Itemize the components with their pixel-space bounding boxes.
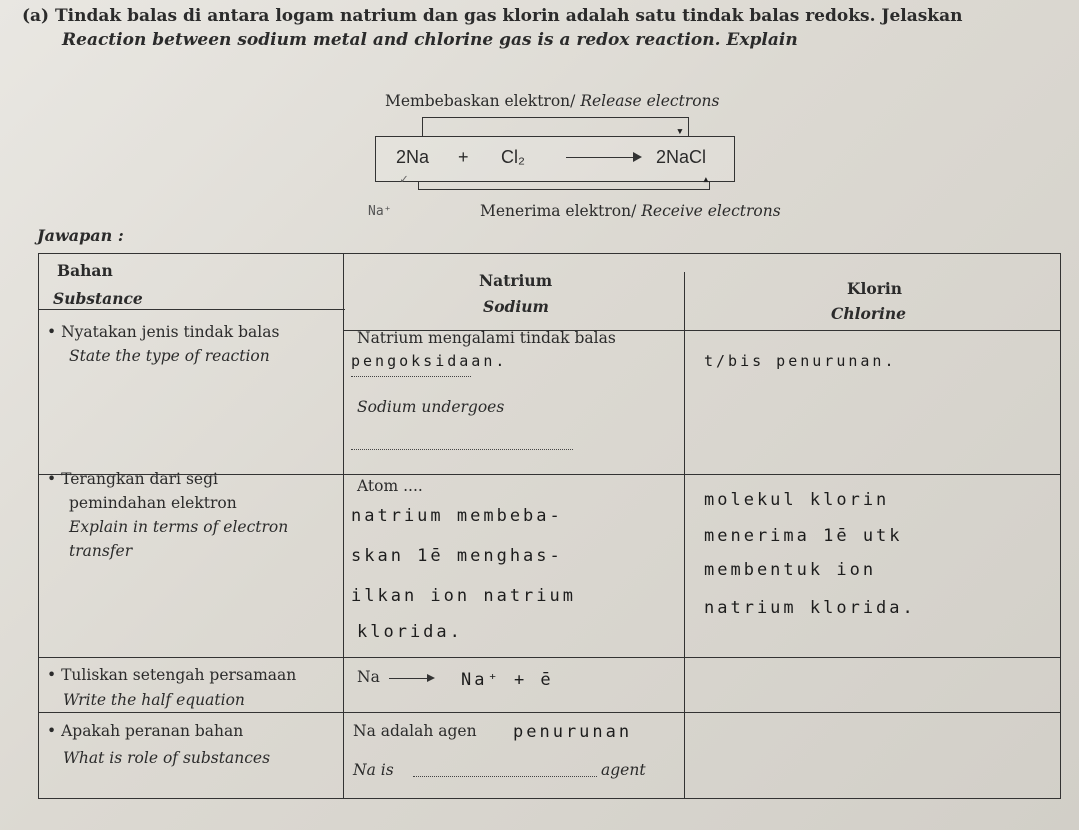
header-chlorine-english: Chlorine bbox=[831, 304, 907, 323]
row2-sodium-hand-line-4: klorida. bbox=[357, 622, 463, 642]
column-divider-2 bbox=[684, 272, 685, 798]
reactant-chlorine: Cl₂ bbox=[501, 147, 525, 167]
row4-sodium-handwritten: penurunan bbox=[513, 722, 633, 742]
handwritten-na-ion: Na⁺ bbox=[368, 204, 392, 219]
row2-chlorine-hand-line-4: natrium klorida. bbox=[704, 598, 916, 618]
header-sodium-english: Sodium bbox=[483, 297, 549, 316]
answer-label: Jawapan : bbox=[37, 226, 124, 245]
row3-prompt-malay: • Tuliskan setengah persamaan bbox=[47, 664, 296, 686]
row2-chlorine-hand-line-3: membentuk ion bbox=[704, 560, 877, 580]
row3-sodium-handwritten: Na⁺ + ē bbox=[461, 670, 554, 690]
row2-prompt-malay-2: pemindahan elektron bbox=[69, 494, 237, 512]
release-arrow-mark: ▾ bbox=[676, 124, 684, 139]
receive-arrow-mark: ▴ bbox=[702, 172, 710, 187]
release-electrons-label bbox=[385, 92, 719, 110]
receive-bracket bbox=[418, 181, 710, 190]
row4-sodium-dots bbox=[413, 776, 597, 777]
reactant-sodium: 2Na bbox=[396, 147, 430, 167]
receive-electrons-label bbox=[480, 202, 781, 220]
header-substance-english: Substance bbox=[53, 289, 143, 308]
row1-prompt-malay: • Nyatakan jenis tindak balas bbox=[47, 321, 279, 343]
tick-mark: ✓ bbox=[400, 172, 408, 187]
row4-sodium-printed-malay: Na adalah agen bbox=[353, 722, 477, 740]
header-substance-malay: Bahan bbox=[57, 261, 113, 280]
row2-prompt-english-1: Explain in terms of electron bbox=[69, 518, 289, 536]
row1-sodium-dots-1 bbox=[351, 376, 471, 377]
plus-sign: + bbox=[458, 147, 469, 167]
row4-sodium-printed-english-2: agent bbox=[601, 761, 646, 779]
question-malay: (a) Tindak balas di antara logam natrium dan gas klorin adalah satu tindak balas redoks. Jelaskan bbox=[22, 6, 963, 26]
row1-prompt-english: State the type of reaction bbox=[69, 347, 270, 365]
row2-prompt-english-2: transfer bbox=[69, 542, 133, 560]
question-english: Reaction between sodium metal and chlorine gas is a redox reaction. Explain bbox=[62, 30, 798, 50]
row1-sodium-dots-2 bbox=[351, 449, 573, 450]
row2-chlorine-hand-line-2: menerima 1ē utk bbox=[704, 526, 903, 546]
column-divider-1 bbox=[343, 254, 344, 798]
row1-sodium-handwritten: pengoksidaan. bbox=[351, 352, 508, 370]
header-chlorine-malay: Klorin bbox=[847, 279, 903, 298]
row1-chlorine-handwritten: t/bis penurunan. bbox=[704, 352, 897, 370]
product-nacl: 2NaCl bbox=[656, 147, 707, 167]
row1-sodium-printed-english: Sodium undergoes bbox=[357, 398, 505, 416]
row4-prompt-malay: • Apakah peranan bahan bbox=[47, 720, 243, 742]
row4-sodium-printed-english-1: Na is bbox=[353, 761, 394, 779]
release-english: Release electrons bbox=[580, 92, 720, 110]
half-equation-arrow bbox=[389, 678, 433, 679]
row1-sodium-printed-malay: Natrium mengalami tindak balas bbox=[357, 329, 616, 347]
row-divider-2 bbox=[39, 657, 1060, 658]
receive-english: Receive electrons bbox=[641, 202, 781, 220]
row-divider-3 bbox=[39, 712, 1060, 713]
row2-sodium-hand-line-3: ilkan ion natrium bbox=[351, 586, 576, 606]
row4-prompt-english: What is role of substances bbox=[63, 749, 271, 767]
row2-sodium-hand-line-1: natrium membeba- bbox=[351, 506, 563, 526]
row2-sodium-hand-line-2: skan 1ē menghas- bbox=[351, 546, 563, 566]
row2-chlorine-hand-line-1: molekul klorin bbox=[704, 490, 890, 510]
answer-table bbox=[38, 253, 1061, 799]
row2-sodium-printed: Atom .... bbox=[357, 477, 423, 495]
row2-prompt-malay-1: • Terangkan dari segi bbox=[47, 468, 218, 490]
receive-malay: Menerima elektron/ bbox=[480, 202, 637, 220]
header-sodium-malay: Natrium bbox=[479, 271, 553, 290]
row3-prompt-english: Write the half equation bbox=[63, 691, 245, 709]
equation-box bbox=[375, 136, 735, 182]
release-malay: Membebaskan elektron/ bbox=[385, 92, 576, 110]
reaction-arrow bbox=[566, 157, 640, 158]
row3-sodium-printed: Na bbox=[357, 668, 380, 686]
release-bracket bbox=[422, 117, 689, 136]
